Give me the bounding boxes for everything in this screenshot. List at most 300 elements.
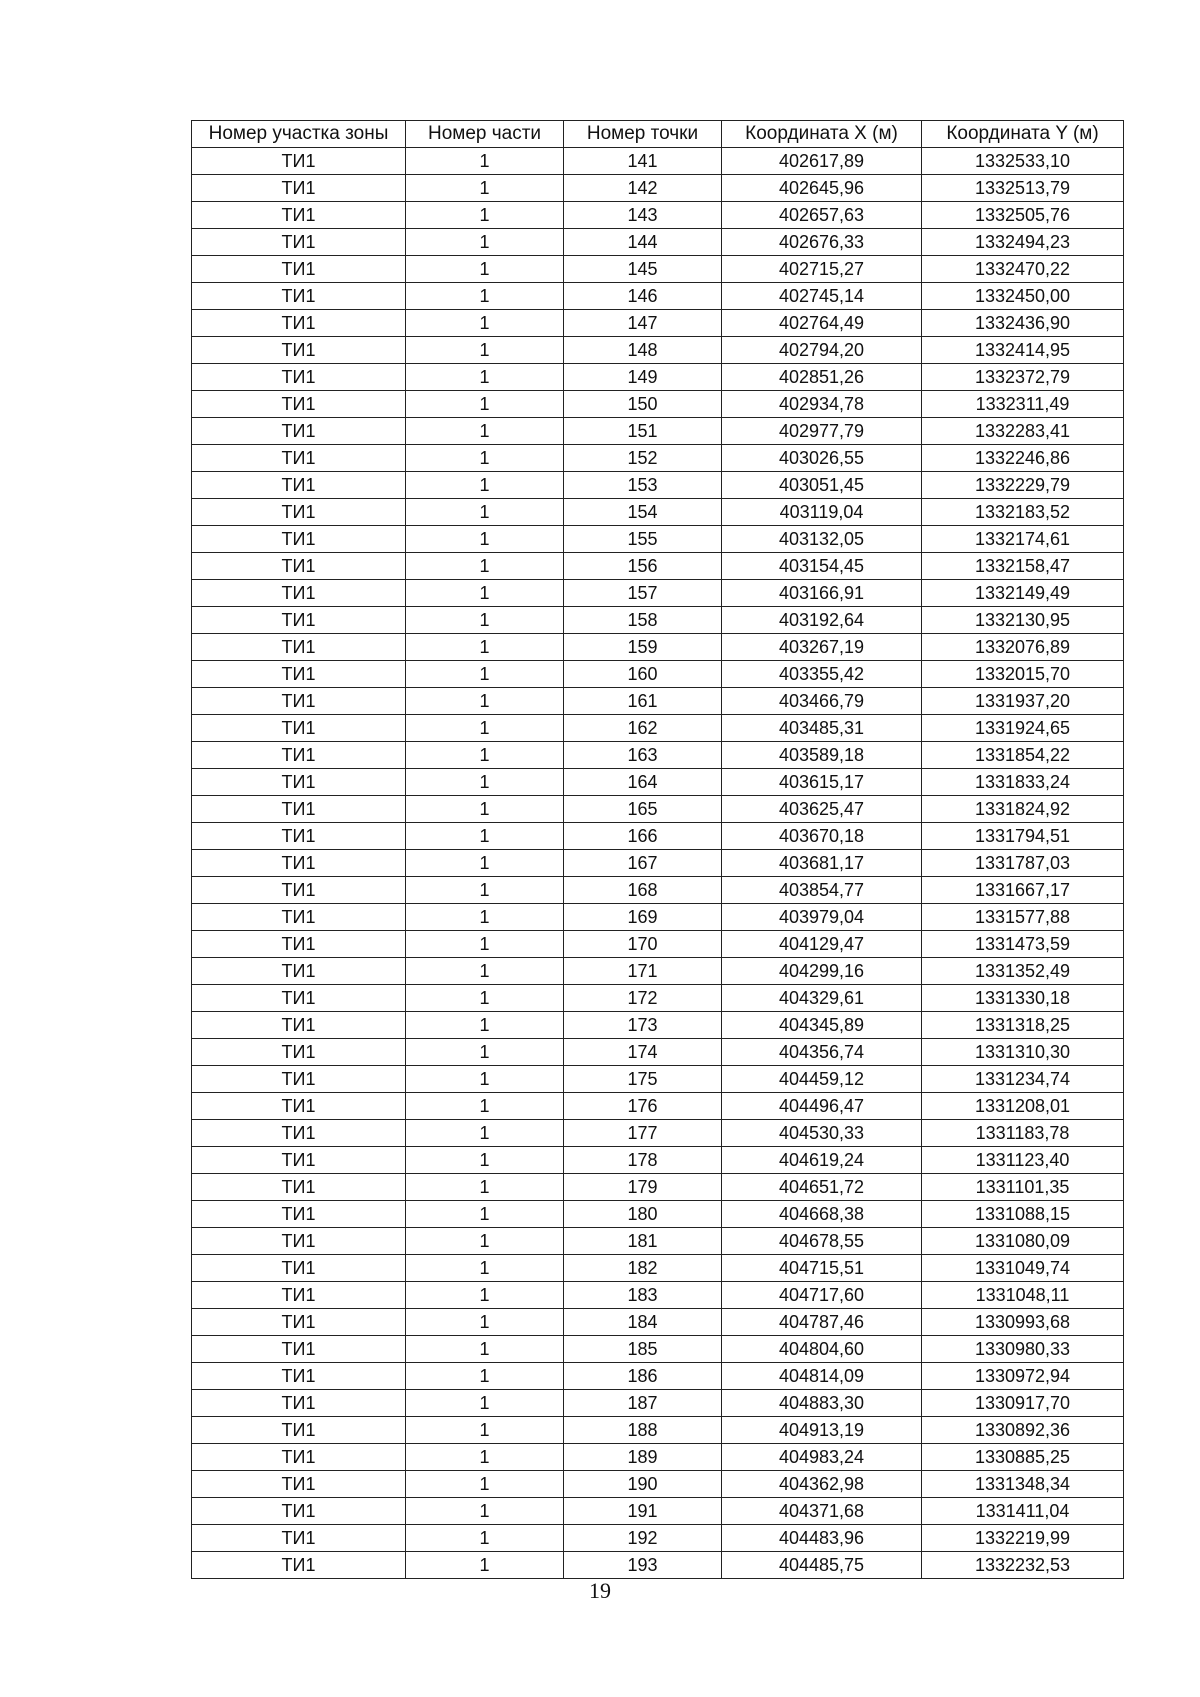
cell-coordinate-x: 404362,98 [722, 1471, 922, 1498]
cell-coordinate-x: 404804,60 [722, 1336, 922, 1363]
cell-coordinate-x: 402794,20 [722, 337, 922, 364]
cell-zone-section: ТИ1 [192, 283, 406, 310]
cell-zone-section: ТИ1 [192, 391, 406, 418]
cell-coordinate-y: 1332494,23 [922, 229, 1124, 256]
cell-zone-section: ТИ1 [192, 472, 406, 499]
cell-part-number: 1 [406, 256, 564, 283]
cell-point-number: 179 [564, 1174, 722, 1201]
cell-zone-section: ТИ1 [192, 1255, 406, 1282]
table-row [192, 1012, 1124, 1039]
cell-part-number: 1 [406, 1336, 564, 1363]
cell-part-number: 1 [406, 985, 564, 1012]
cell-part-number: 1 [406, 148, 564, 175]
cell-point-number: 159 [564, 634, 722, 661]
header-coordinate-y: Координата Y (м) [922, 121, 1124, 148]
table-row [192, 850, 1124, 877]
cell-coordinate-y: 1332229,79 [922, 472, 1124, 499]
cell-zone-section: ТИ1 [192, 958, 406, 985]
cell-coordinate-y: 1331049,74 [922, 1255, 1124, 1282]
cell-coordinate-y: 1332414,95 [922, 337, 1124, 364]
table-row [192, 283, 1124, 310]
cell-zone-section: ТИ1 [192, 634, 406, 661]
cell-point-number: 156 [564, 553, 722, 580]
cell-coordinate-y: 1330917,70 [922, 1390, 1124, 1417]
cell-zone-section: ТИ1 [192, 1228, 406, 1255]
cell-zone-section: ТИ1 [192, 1417, 406, 1444]
cell-coordinate-y: 1331833,24 [922, 769, 1124, 796]
cell-coordinate-y: 1332015,70 [922, 661, 1124, 688]
cell-part-number: 1 [406, 661, 564, 688]
cell-part-number: 1 [406, 445, 564, 472]
cell-point-number: 141 [564, 148, 722, 175]
cell-zone-section: ТИ1 [192, 364, 406, 391]
cell-coordinate-y: 1330885,25 [922, 1444, 1124, 1471]
cell-coordinate-x: 402934,78 [722, 391, 922, 418]
cell-point-number: 175 [564, 1066, 722, 1093]
table-row [192, 418, 1124, 445]
cell-point-number: 157 [564, 580, 722, 607]
cell-coordinate-x: 404299,16 [722, 958, 922, 985]
cell-zone-section: ТИ1 [192, 661, 406, 688]
cell-point-number: 178 [564, 1147, 722, 1174]
cell-part-number: 1 [406, 1120, 564, 1147]
cell-point-number: 177 [564, 1120, 722, 1147]
table-row [192, 769, 1124, 796]
cell-coordinate-y: 1331123,40 [922, 1147, 1124, 1174]
cell-coordinate-y: 1331330,18 [922, 985, 1124, 1012]
cell-coordinate-y: 1331787,03 [922, 850, 1124, 877]
cell-zone-section: ТИ1 [192, 1363, 406, 1390]
table-row [192, 1201, 1124, 1228]
cell-coordinate-x: 404678,55 [722, 1228, 922, 1255]
cell-point-number: 174 [564, 1039, 722, 1066]
cell-coordinate-x: 404329,61 [722, 985, 922, 1012]
cell-point-number: 167 [564, 850, 722, 877]
coordinates-table [191, 120, 1124, 1579]
cell-coordinate-x: 402645,96 [722, 175, 922, 202]
cell-coordinate-x: 404717,60 [722, 1282, 922, 1309]
table-row [192, 1363, 1124, 1390]
table-row [192, 634, 1124, 661]
table-row [192, 1174, 1124, 1201]
table-row [192, 553, 1124, 580]
cell-point-number: 150 [564, 391, 722, 418]
cell-coordinate-y: 1331048,11 [922, 1282, 1124, 1309]
cell-part-number: 1 [406, 796, 564, 823]
cell-coordinate-x: 403166,91 [722, 580, 922, 607]
table-row [192, 985, 1124, 1012]
header-zone-section: Номер участка зоны [192, 121, 406, 148]
cell-point-number: 190 [564, 1471, 722, 1498]
cell-zone-section: ТИ1 [192, 1390, 406, 1417]
cell-coordinate-x: 403466,79 [722, 688, 922, 715]
table-row [192, 1471, 1124, 1498]
cell-point-number: 153 [564, 472, 722, 499]
table-row [192, 580, 1124, 607]
cell-zone-section: ТИ1 [192, 580, 406, 607]
cell-point-number: 170 [564, 931, 722, 958]
cell-coordinate-x: 404651,72 [722, 1174, 922, 1201]
cell-coordinate-x: 402657,63 [722, 202, 922, 229]
cell-coordinate-y: 1331234,74 [922, 1066, 1124, 1093]
cell-part-number: 1 [406, 1309, 564, 1336]
cell-coordinate-x: 403192,64 [722, 607, 922, 634]
cell-part-number: 1 [406, 1363, 564, 1390]
cell-coordinate-y: 1332372,79 [922, 364, 1124, 391]
cell-coordinate-y: 1330993,68 [922, 1309, 1124, 1336]
table-row [192, 1282, 1124, 1309]
cell-point-number: 168 [564, 877, 722, 904]
cell-zone-section: ТИ1 [192, 904, 406, 931]
cell-part-number: 1 [406, 634, 564, 661]
cell-coordinate-y: 1331310,30 [922, 1039, 1124, 1066]
cell-zone-section: ТИ1 [192, 607, 406, 634]
table-row [192, 1309, 1124, 1336]
table-body [192, 148, 1124, 1579]
cell-part-number: 1 [406, 850, 564, 877]
cell-part-number: 1 [406, 1444, 564, 1471]
cell-coordinate-y: 1331088,15 [922, 1201, 1124, 1228]
cell-part-number: 1 [406, 742, 564, 769]
cell-zone-section: ТИ1 [192, 202, 406, 229]
cell-zone-section: ТИ1 [192, 1336, 406, 1363]
cell-point-number: 176 [564, 1093, 722, 1120]
cell-point-number: 160 [564, 661, 722, 688]
table-row [192, 1552, 1124, 1579]
cell-zone-section: ТИ1 [192, 742, 406, 769]
cell-coordinate-x: 404814,09 [722, 1363, 922, 1390]
cell-part-number: 1 [406, 1147, 564, 1174]
table-row [192, 499, 1124, 526]
cell-coordinate-y: 1332283,41 [922, 418, 1124, 445]
cell-coordinate-x: 403670,18 [722, 823, 922, 850]
cell-coordinate-y: 1332232,53 [922, 1552, 1124, 1579]
cell-coordinate-y: 1331667,17 [922, 877, 1124, 904]
cell-coordinate-y: 1331352,49 [922, 958, 1124, 985]
cell-zone-section: ТИ1 [192, 148, 406, 175]
cell-zone-section: ТИ1 [192, 1498, 406, 1525]
cell-coordinate-y: 1331924,65 [922, 715, 1124, 742]
table-row [192, 877, 1124, 904]
cell-part-number: 1 [406, 310, 564, 337]
cell-point-number: 171 [564, 958, 722, 985]
table-row [192, 931, 1124, 958]
cell-part-number: 1 [406, 1255, 564, 1282]
cell-coordinate-y: 1332149,49 [922, 580, 1124, 607]
cell-zone-section: ТИ1 [192, 445, 406, 472]
cell-point-number: 163 [564, 742, 722, 769]
cell-point-number: 185 [564, 1336, 722, 1363]
cell-coordinate-x: 403854,77 [722, 877, 922, 904]
cell-point-number: 193 [564, 1552, 722, 1579]
table-row [192, 1093, 1124, 1120]
cell-zone-section: ТИ1 [192, 175, 406, 202]
cell-coordinate-y: 1331101,35 [922, 1174, 1124, 1201]
cell-part-number: 1 [406, 769, 564, 796]
cell-zone-section: ТИ1 [192, 1147, 406, 1174]
cell-part-number: 1 [406, 1471, 564, 1498]
cell-part-number: 1 [406, 1552, 564, 1579]
cell-part-number: 1 [406, 904, 564, 931]
cell-part-number: 1 [406, 1201, 564, 1228]
cell-part-number: 1 [406, 553, 564, 580]
cell-point-number: 188 [564, 1417, 722, 1444]
cell-coordinate-y: 1330892,36 [922, 1417, 1124, 1444]
cell-coordinate-x: 403119,04 [722, 499, 922, 526]
cell-coordinate-y: 1332470,22 [922, 256, 1124, 283]
table-row [192, 823, 1124, 850]
cell-part-number: 1 [406, 364, 564, 391]
cell-coordinate-y: 1330972,94 [922, 1363, 1124, 1390]
cell-coordinate-x: 404485,75 [722, 1552, 922, 1579]
cell-coordinate-y: 1331937,20 [922, 688, 1124, 715]
cell-point-number: 158 [564, 607, 722, 634]
cell-zone-section: ТИ1 [192, 1444, 406, 1471]
table-header-row [192, 121, 1124, 148]
cell-coordinate-x: 404129,47 [722, 931, 922, 958]
table-row [192, 310, 1124, 337]
cell-coordinate-y: 1332450,00 [922, 283, 1124, 310]
cell-point-number: 184 [564, 1309, 722, 1336]
cell-part-number: 1 [406, 175, 564, 202]
cell-zone-section: ТИ1 [192, 823, 406, 850]
cell-coordinate-x: 403979,04 [722, 904, 922, 931]
cell-part-number: 1 [406, 1228, 564, 1255]
table-row [192, 796, 1124, 823]
cell-part-number: 1 [406, 1093, 564, 1120]
cell-part-number: 1 [406, 1282, 564, 1309]
cell-coordinate-y: 1332436,90 [922, 310, 1124, 337]
cell-zone-section: ТИ1 [192, 1039, 406, 1066]
cell-point-number: 152 [564, 445, 722, 472]
cell-zone-section: ТИ1 [192, 931, 406, 958]
cell-point-number: 162 [564, 715, 722, 742]
header-part-number: Номер части [406, 121, 564, 148]
table-row [192, 229, 1124, 256]
cell-zone-section: ТИ1 [192, 1282, 406, 1309]
cell-point-number: 149 [564, 364, 722, 391]
cell-coordinate-x: 403267,19 [722, 634, 922, 661]
table-row [192, 1066, 1124, 1093]
table-row [192, 715, 1124, 742]
cell-point-number: 145 [564, 256, 722, 283]
table-row [192, 1039, 1124, 1066]
cell-zone-section: ТИ1 [192, 553, 406, 580]
table-row [192, 148, 1124, 175]
cell-point-number: 191 [564, 1498, 722, 1525]
cell-coordinate-y: 1332246,86 [922, 445, 1124, 472]
cell-coordinate-y: 1331318,25 [922, 1012, 1124, 1039]
cell-part-number: 1 [406, 229, 564, 256]
cell-coordinate-x: 404483,96 [722, 1525, 922, 1552]
cell-part-number: 1 [406, 1066, 564, 1093]
cell-point-number: 151 [564, 418, 722, 445]
cell-part-number: 1 [406, 1498, 564, 1525]
cell-coordinate-x: 402617,89 [722, 148, 922, 175]
cell-coordinate-x: 402977,79 [722, 418, 922, 445]
table-row [192, 1228, 1124, 1255]
table-row [192, 445, 1124, 472]
cell-coordinate-x: 404715,51 [722, 1255, 922, 1282]
cell-zone-section: ТИ1 [192, 337, 406, 364]
table-row [192, 1147, 1124, 1174]
cell-coordinate-x: 403154,45 [722, 553, 922, 580]
cell-zone-section: ТИ1 [192, 418, 406, 445]
cell-part-number: 1 [406, 418, 564, 445]
cell-zone-section: ТИ1 [192, 310, 406, 337]
cell-zone-section: ТИ1 [192, 526, 406, 553]
cell-part-number: 1 [406, 526, 564, 553]
cell-zone-section: ТИ1 [192, 1309, 406, 1336]
cell-part-number: 1 [406, 931, 564, 958]
cell-zone-section: ТИ1 [192, 1174, 406, 1201]
header-coordinate-x: Координата X (м) [722, 121, 922, 148]
cell-point-number: 144 [564, 229, 722, 256]
table-row [192, 337, 1124, 364]
table-row [192, 472, 1124, 499]
cell-coordinate-y: 1331473,59 [922, 931, 1124, 958]
cell-coordinate-x: 404983,24 [722, 1444, 922, 1471]
cell-part-number: 1 [406, 1174, 564, 1201]
cell-coordinate-y: 1330980,33 [922, 1336, 1124, 1363]
table-row [192, 607, 1124, 634]
cell-point-number: 182 [564, 1255, 722, 1282]
cell-coordinate-x: 402851,26 [722, 364, 922, 391]
cell-coordinate-x: 404530,33 [722, 1120, 922, 1147]
table-row [192, 202, 1124, 229]
cell-coordinate-x: 403026,55 [722, 445, 922, 472]
cell-zone-section: ТИ1 [192, 229, 406, 256]
cell-zone-section: ТИ1 [192, 1066, 406, 1093]
cell-coordinate-x: 404668,38 [722, 1201, 922, 1228]
cell-part-number: 1 [406, 337, 564, 364]
cell-coordinate-y: 1331824,92 [922, 796, 1124, 823]
table-row [192, 391, 1124, 418]
cell-coordinate-y: 1332533,10 [922, 148, 1124, 175]
table-row [192, 256, 1124, 283]
cell-coordinate-y: 1332158,47 [922, 553, 1124, 580]
cell-coordinate-x: 403355,42 [722, 661, 922, 688]
cell-coordinate-x: 404496,47 [722, 1093, 922, 1120]
cell-coordinate-y: 1332130,95 [922, 607, 1124, 634]
cell-coordinate-x: 403615,17 [722, 769, 922, 796]
table-row [192, 661, 1124, 688]
cell-coordinate-y: 1331208,01 [922, 1093, 1124, 1120]
cell-point-number: 192 [564, 1525, 722, 1552]
cell-point-number: 165 [564, 796, 722, 823]
table-row [192, 1120, 1124, 1147]
cell-coordinate-y: 1332076,89 [922, 634, 1124, 661]
cell-coordinate-y: 1332183,52 [922, 499, 1124, 526]
cell-zone-section: ТИ1 [192, 877, 406, 904]
cell-zone-section: ТИ1 [192, 715, 406, 742]
cell-point-number: 172 [564, 985, 722, 1012]
cell-part-number: 1 [406, 283, 564, 310]
table-row [192, 742, 1124, 769]
cell-zone-section: ТИ1 [192, 1201, 406, 1228]
cell-point-number: 161 [564, 688, 722, 715]
cell-part-number: 1 [406, 688, 564, 715]
cell-coordinate-x: 402715,27 [722, 256, 922, 283]
cell-coordinate-x: 404371,68 [722, 1498, 922, 1525]
cell-part-number: 1 [406, 958, 564, 985]
cell-point-number: 189 [564, 1444, 722, 1471]
table-row [192, 364, 1124, 391]
cell-coordinate-x: 403051,45 [722, 472, 922, 499]
cell-coordinate-x: 404787,46 [722, 1309, 922, 1336]
table-row [192, 688, 1124, 715]
table-row [192, 1417, 1124, 1444]
table-row [192, 1444, 1124, 1471]
cell-part-number: 1 [406, 1012, 564, 1039]
cell-point-number: 147 [564, 310, 722, 337]
cell-coordinate-y: 1331854,22 [922, 742, 1124, 769]
header-point-number: Номер точки [564, 121, 722, 148]
cell-part-number: 1 [406, 1039, 564, 1066]
cell-zone-section: ТИ1 [192, 1120, 406, 1147]
cell-zone-section: ТИ1 [192, 1093, 406, 1120]
cell-coordinate-x: 404459,12 [722, 1066, 922, 1093]
table-row [192, 1336, 1124, 1363]
table-row [192, 1498, 1124, 1525]
cell-part-number: 1 [406, 1525, 564, 1552]
cell-zone-section: ТИ1 [192, 688, 406, 715]
cell-coordinate-y: 1331080,09 [922, 1228, 1124, 1255]
cell-coordinate-x: 403132,05 [722, 526, 922, 553]
table-row [192, 175, 1124, 202]
cell-part-number: 1 [406, 202, 564, 229]
cell-point-number: 183 [564, 1282, 722, 1309]
cell-coordinate-y: 1332505,76 [922, 202, 1124, 229]
cell-zone-section: ТИ1 [192, 796, 406, 823]
cell-coordinate-x: 403589,18 [722, 742, 922, 769]
cell-zone-section: ТИ1 [192, 985, 406, 1012]
cell-coordinate-x: 402745,14 [722, 283, 922, 310]
cell-point-number: 154 [564, 499, 722, 526]
cell-point-number: 173 [564, 1012, 722, 1039]
cell-coordinate-x: 404345,89 [722, 1012, 922, 1039]
cell-zone-section: ТИ1 [192, 256, 406, 283]
cell-zone-section: ТИ1 [192, 499, 406, 526]
cell-part-number: 1 [406, 391, 564, 418]
table-row [192, 1390, 1124, 1417]
cell-coordinate-y: 1332513,79 [922, 175, 1124, 202]
cell-coordinate-x: 404619,24 [722, 1147, 922, 1174]
cell-point-number: 180 [564, 1201, 722, 1228]
cell-coordinate-x: 404356,74 [722, 1039, 922, 1066]
cell-coordinate-y: 1331794,51 [922, 823, 1124, 850]
cell-part-number: 1 [406, 715, 564, 742]
cell-part-number: 1 [406, 580, 564, 607]
cell-point-number: 186 [564, 1363, 722, 1390]
cell-point-number: 146 [564, 283, 722, 310]
cell-zone-section: ТИ1 [192, 1012, 406, 1039]
cell-zone-section: ТИ1 [192, 850, 406, 877]
table-row [192, 958, 1124, 985]
cell-coordinate-x: 403681,17 [722, 850, 922, 877]
cell-point-number: 181 [564, 1228, 722, 1255]
cell-coordinate-x: 402764,49 [722, 310, 922, 337]
cell-point-number: 142 [564, 175, 722, 202]
cell-zone-section: ТИ1 [192, 769, 406, 796]
cell-coordinate-x: 404883,30 [722, 1390, 922, 1417]
cell-point-number: 166 [564, 823, 722, 850]
cell-part-number: 1 [406, 499, 564, 526]
cell-part-number: 1 [406, 1390, 564, 1417]
cell-zone-section: ТИ1 [192, 1552, 406, 1579]
cell-coordinate-y: 1332174,61 [922, 526, 1124, 553]
table-row [192, 1255, 1124, 1282]
